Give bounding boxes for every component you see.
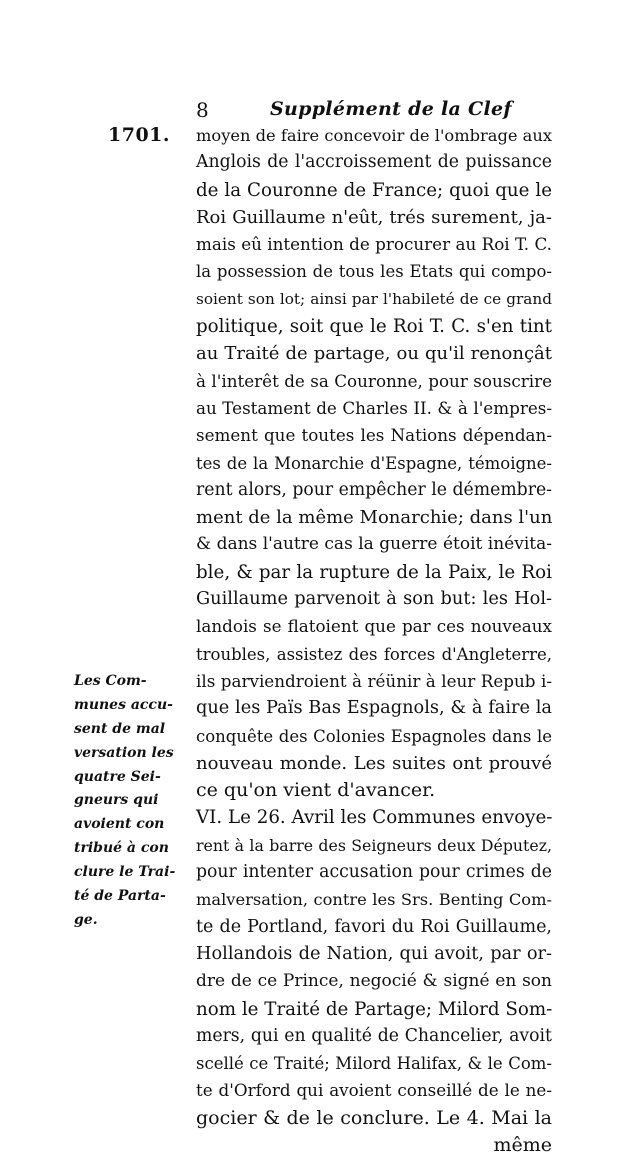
text-line: Roi Guillaume n'eût, trés surement, ja- <box>196 206 552 228</box>
text-line: dre de ce Prince, negocié & signé en son <box>196 971 552 992</box>
margin-note <box>74 670 192 933</box>
text-line: gocier & de le conclure. Le 4. Mai la <box>196 1106 552 1129</box>
margin-note-line: sent de mal <box>74 720 166 737</box>
text-line: mais eû intention de procurer au Roi T. C. <box>196 234 552 255</box>
text-line: moyen de faire concevoir de l'ombrage aux <box>196 126 552 145</box>
text-line: te d'Orford qui avoient conseillé de le ne- <box>196 1080 552 1101</box>
text-line: sement que toutes les Nations dépendan- <box>196 425 552 446</box>
text-line: ble, & par la rupture de la Paix, le Roi <box>196 561 552 583</box>
margin-note-line: clure le Trai- <box>74 864 176 881</box>
text-line: malversation, contre les Srs. Benting Com- <box>196 890 552 910</box>
text-line: pour intenter accusation pour crimes de <box>196 862 552 883</box>
margin-note-line: ge. <box>74 911 98 928</box>
text-line: mers, qui en qualité de Chancelier, avoit <box>196 1025 552 1046</box>
margin-note-line: munes accu- <box>74 696 173 713</box>
margin-note-line: té de Parta- <box>74 888 166 905</box>
body-text <box>196 122 552 1159</box>
text-line: te de Portland, favori du Roi Guillaume, <box>196 916 552 937</box>
margin-note-line: avoient con <box>74 816 165 833</box>
catchword: même <box>493 1133 552 1156</box>
text-line: nouveau monde. Les suites ont prouvé <box>196 752 552 774</box>
text-line: tes de la Monarchie d'Espagne, témoigne- <box>196 453 552 473</box>
margin-note-line: versation les <box>74 744 174 761</box>
text-line: Guillaume parvenoit à son but: les Hol- <box>196 589 552 610</box>
margin-note-line: gneurs qui <box>74 792 159 809</box>
text-line: au Traité de partage, ou qu'il renonçât <box>196 343 552 365</box>
text-line: conquête des Colonies Espagnoles dans le <box>196 726 552 746</box>
text-line: politique, soit que le Roi T. C. s'en tint <box>196 316 552 338</box>
text-line: rent alors, pour empêcher le démembre- <box>196 479 552 500</box>
text-line: scellé ce Traité; Milord Halifax, & le Com- <box>196 1054 552 1074</box>
text-line: ment de la même Monarchie; dans l'un <box>196 507 553 529</box>
text-line: landois se flatoient que par ces nouveaux <box>196 616 552 637</box>
text-line: VI. Le 26. Avril les Communes envoye- <box>196 807 553 829</box>
text-line: nom le Traité de Partage; Milord Som- <box>196 998 553 1020</box>
text-line: Anglois de l'accroissement de puissance <box>196 152 552 173</box>
text-line: rent à la barre des Seigneurs deux Députez, <box>196 835 552 855</box>
text-line: que les Païs Bas Espagnols, & à faire la <box>196 698 552 719</box>
text-line: & dans l'autre cas la guerre étoit inévita- <box>196 534 552 555</box>
text-line: de la Couronne de France; quoi que le <box>196 179 552 201</box>
text-line: ce qu'on vient d'avancer. <box>196 779 436 802</box>
text-line: ils parviendroient à réünir à leur Repub i- <box>196 670 552 691</box>
page-number: 8 <box>196 98 209 122</box>
margin-note-line: quatre Sei- <box>74 768 161 785</box>
text-line: au Testament de Charles II. & à l'empres- <box>196 397 552 418</box>
margin-note-line: Les Com- <box>74 673 147 689</box>
text-line: troubles, assistez des forces d'Angleterre, <box>196 644 552 664</box>
text-line: la possession de tous les Etats qui compo- <box>196 262 552 282</box>
margin-note-line: tribué à con <box>74 840 169 857</box>
text-line: Hollandois de Nation, qui avoit, par or- <box>196 943 552 964</box>
margin-year: 1701. <box>108 124 170 146</box>
text-line: à l'interêt de sa Couronne, pour souscrire <box>196 370 552 391</box>
text-line: soient son lot; ainsi par l'habileté de ce grand <box>196 289 552 308</box>
running-head: Supplément de la Clef <box>270 98 512 120</box>
